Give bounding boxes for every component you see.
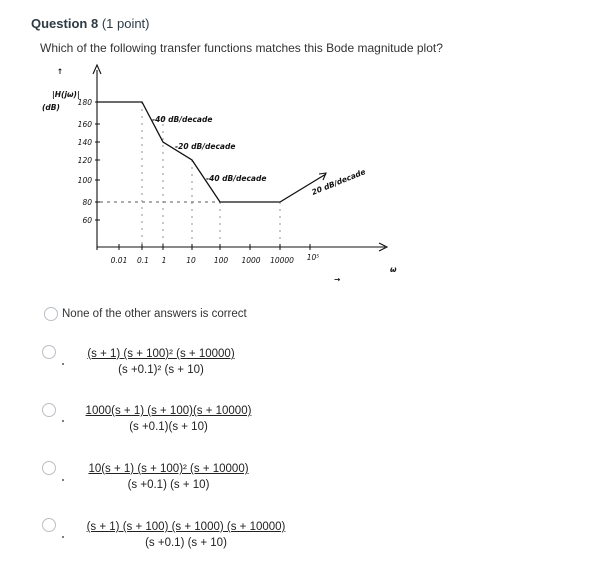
y-tick-label: 60 [82,216,92,225]
slope-annotation-4: 20 dB/decade [310,167,367,197]
y-tick-label: 80 [82,198,92,207]
y-label-unit: (dB) [42,103,60,112]
x-tick-label: 0.01 [110,256,128,265]
option-radio-2[interactable] [42,345,56,359]
option-numerator-2: (s + 1) (s + 100)² (s + 10000) [87,348,235,360]
dot-marker [62,536,64,538]
x-axis-arrow-icon: → [334,275,341,284]
y-tick-label: 120 [77,156,92,165]
option-radio-1[interactable] [44,307,58,321]
x-tick-label: 10000 [270,256,294,265]
x-tick-label: 0.1 [137,256,149,265]
option-text-1: None of the other answers is correct [62,308,247,320]
bode-plot [30,62,410,287]
y-tick-label: 180 [77,98,92,107]
option-radio-3[interactable] [42,403,56,417]
question-header [31,16,150,31]
dot-marker [62,363,64,365]
option-fraction-2 [76,348,246,376]
question-title: Question 8 [31,16,99,31]
y-tick-label: 140 [77,138,92,147]
slope-annotation-2: -20 dB/decade [175,142,236,151]
question-points: (1 point) [101,16,150,31]
option-denominator-3: (s +0.1)(s + 10) [129,421,208,433]
x-tick-label: 100 [213,256,229,265]
option-denominator-4: (s +0.1) (s + 10) [127,479,210,491]
option-fraction-5 [76,521,296,549]
option-radio-5[interactable] [42,518,56,532]
slope-annotation-1: -40 dB/decade [152,115,213,124]
option-numerator-5: (s + 1) (s + 100) (s + 1000) (s + 10000) [86,521,286,533]
x-tick-label: 10⁵ [306,253,320,262]
option-numerator-4: 10(s + 1) (s + 100)² (s + 10000) [88,463,249,475]
y-tick-label: 160 [77,120,92,129]
x-label: ω [390,265,397,274]
dot-marker [62,420,64,422]
y-axis-arrow-icon: ↑ [56,67,64,76]
option-denominator-5: (s +0.1) (s + 10) [145,537,227,549]
y-label-top: |H(jω)| [52,90,80,99]
dot-marker [62,479,64,481]
option-fraction-4 [76,463,261,491]
option-numerator-3: 1000(s + 1) (s + 100)(s + 10000) [85,405,252,417]
slope-annotation-3: -40 dB/decade [206,174,267,183]
x-tick-label: 1000 [241,256,261,265]
question-prompt: Which of the following transfer functions matches this Bode magnitude plot? [40,41,443,55]
option-radio-4[interactable] [42,461,56,475]
x-tick-label: 10 [186,256,196,265]
y-tick-label: 100 [77,176,92,185]
option-denominator-2: (s +0.1)² (s + 10) [118,364,204,376]
option-fraction-3 [76,405,261,433]
x-tick-label: 1 [161,256,167,265]
